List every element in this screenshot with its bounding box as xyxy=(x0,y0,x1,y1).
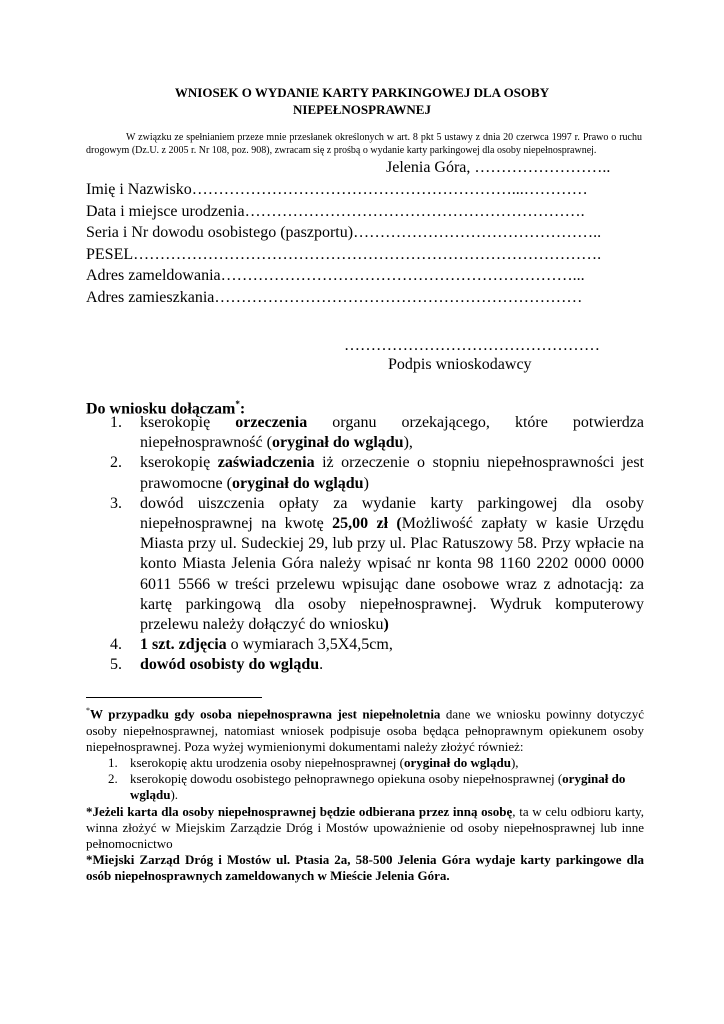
item-text: organu orzekającego, które potwierdza niepełnosprawność ( xyxy=(140,414,644,452)
list-item-number: 2. xyxy=(108,771,118,787)
sub-item-bold: oryginał do wglądu xyxy=(130,771,626,803)
sub-item-text: kserokopię dowodu osobistego pełnoprawnego opiekuna osoby niepełnosprawnej ( xyxy=(130,771,563,787)
item-text: dowód uiszczenia opłaty za wydanie karty parkingowej dla osoby niepełnosprawnej na kwotę xyxy=(140,494,644,533)
field-residence-address[interactable]: Adres zamieszkania…………………………………………………………… xyxy=(86,288,583,306)
footnote-pickup-text: , ta w celu odbioru karty, winna złożyć w Miejskim Zarządzie Dróg i Mostów upoważnienie od osoby niepełnosprawnej lub inne pełnomocnictwo xyxy=(86,803,645,851)
field-birth[interactable]: Data i miejsce urodzenia………………………………………………………. xyxy=(86,202,585,220)
title-line-2: NIEPEŁNOSPRAWNEJ xyxy=(293,102,431,117)
list-item-number: 1. xyxy=(108,754,118,770)
list-item xyxy=(86,755,644,771)
item-bold: orzeczenia xyxy=(235,414,308,431)
footnote-pickup-bold: *Jeżeli karta dla osoby niepełnosprawnej będzie odbierana przez inną osobę xyxy=(86,803,513,819)
signature-line[interactable]: ………………………………………… xyxy=(344,337,600,354)
footnotes xyxy=(86,703,644,885)
item-text: Możliwość zapłaty w kasie Urzędu Miasta przy ul. Sudeckiej 29, lub przy ul. Plac Ratuszowy 58. Przy wpłacie na konto Miasta Jelenia Góra należy wpisać nr konta 98 1160 2202 0000 0000 6011 5566 w treści przelewu wpisując dane osobowe wraz z adnotacją: za kartę parkingową dla osoby niepełnosprawnej. Wydruk komputerowy przelewu należy dołączyć do wniosku xyxy=(140,515,645,634)
place-date-line: Jelenia Góra, …………………….. xyxy=(386,159,611,176)
item-bold: 1 szt. zdjęcia xyxy=(140,636,227,654)
item-text: kserokopię xyxy=(140,414,236,431)
title-line-1: WNIOSEK O WYDANIE KARTY PARKINGOWEJ DLA OSOBY xyxy=(174,85,550,100)
item-bold: oryginał do wglądu xyxy=(231,474,364,492)
item-text: ), xyxy=(403,434,413,452)
attachments-heading-mark: * xyxy=(235,399,240,409)
list-item xyxy=(86,771,644,803)
item-bold: ) xyxy=(383,616,389,634)
list-item xyxy=(86,453,644,493)
list-item xyxy=(86,635,644,655)
item-bold: 25,00 zł ( xyxy=(332,515,402,533)
attachments-heading-text: Do wniosku dołączam xyxy=(86,400,236,418)
item-text: iż orzeczenie o stopniu niepełnosprawności jest prawomocne ( xyxy=(140,454,645,492)
list-item-number: 5. xyxy=(110,656,122,674)
signature-label: Podpis wnioskodawcy xyxy=(388,356,532,373)
item-text: o wymiarach 3,5X4,5cm, xyxy=(226,636,393,654)
field-name[interactable]: Imię i Nazwisko……………………………………………………...………… xyxy=(86,181,588,198)
list-item-number: 2. xyxy=(110,454,122,472)
footnote-pickup xyxy=(86,804,644,853)
footnote-minor-bold: W przypadku gdy osoba niepełnosprawna jest niepełnoletnia xyxy=(90,706,441,722)
attachments-list xyxy=(86,413,644,676)
intro-paragraph: W związku ze spełnianiem przeze mnie przesłanek określonych w art. 8 pkt 5 ustawy z dnia 20 czerwca 1997 r. Prawo o ruchu drogowym (Dz.U. z 2005 r. Nr 108, poz. 908), zwracam się z prośbą o wydanie karty parkingowej dla osoby niepełnosprawnej. xyxy=(86,132,642,156)
sub-item-end: ), xyxy=(510,754,519,770)
list-item-number: 3. xyxy=(110,494,122,512)
list-item-number: 1. xyxy=(110,414,122,431)
list-item-number: 4. xyxy=(110,636,122,654)
footnote-mark: * xyxy=(86,706,90,715)
document-title xyxy=(120,84,604,118)
list-item xyxy=(86,413,644,453)
form-fields xyxy=(86,179,646,308)
attachments-heading-colon: : xyxy=(239,400,246,418)
footnote-office xyxy=(86,852,644,884)
item-text: kserokopię xyxy=(140,454,218,472)
footnote-office-bold: *Miejski Zarząd Dróg i Mostów ul. Ptasia 2a, 58-500 Jelenia Góra wydaje karty parkingowe dla osób niepełnosprawnych zameldowanych w Mieście Jelenia Góra. xyxy=(86,852,644,884)
item-bold: oryginał do wglądu xyxy=(271,434,404,452)
item-text: . xyxy=(319,656,324,674)
footnote-minor-text: dane we wniosku powinny dotyczyć osoby niepełnosprawnej, natomiast wniosek podpisuje osoba będąca pełnoprawnym opiekunem osoby niepełnosprawnej. Poza wyżej wymienionymi dokumentami należy złożyć również: xyxy=(86,706,644,754)
field-id-document[interactable]: Seria i Nr dowodu osobistego (paszportu)……………………………………….. xyxy=(86,224,602,241)
item-bold: dowód osobisty do wglądu xyxy=(140,656,320,674)
item-bold: zaświadczenia xyxy=(217,454,315,472)
list-item xyxy=(86,655,644,675)
footnote-divider xyxy=(86,697,262,698)
footnote-sub-list xyxy=(86,755,644,804)
item-text: ) xyxy=(363,474,369,492)
field-pesel[interactable]: PESEL……………………………………………………………………………. xyxy=(86,245,602,263)
field-registered-address[interactable]: Adres zameldowania…………………………………………………………... xyxy=(86,267,585,284)
footnote-minor xyxy=(86,703,644,755)
list-item xyxy=(86,494,644,635)
sub-item-bold: oryginał do wglądu xyxy=(404,754,511,770)
sub-item-end: ). xyxy=(170,787,179,803)
sub-item-text: kserokopię aktu urodzenia osoby niepełnosprawnej ( xyxy=(130,754,405,770)
